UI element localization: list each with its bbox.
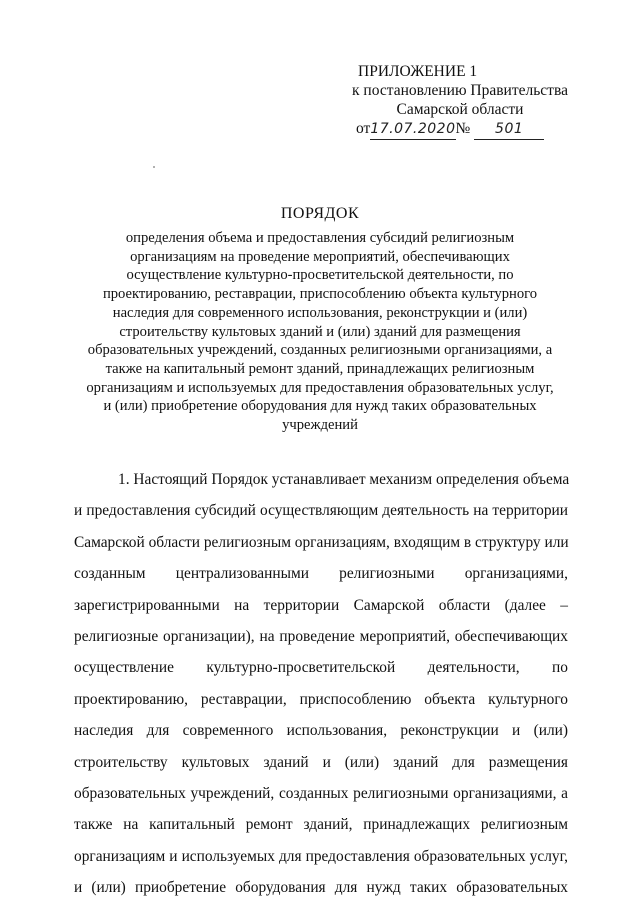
number-prefix: № xyxy=(455,120,471,137)
title-line: образовательных учреждений, созданных религиозными организациями, а xyxy=(87,342,553,359)
title-line: также на капитальный ремонт зданий, принадлежащих религиозным xyxy=(105,360,535,377)
body-line: созданным централизованными религиозными организациями, xyxy=(74,565,568,583)
scan-speck xyxy=(153,166,155,168)
body-line: проектированию, реставрации, приспособлению объекта культурного xyxy=(74,690,568,708)
title-line: учреждений xyxy=(282,417,358,434)
body-line: наследия для современного использования, реконструкции и (или) xyxy=(74,722,568,740)
title-line: определения объема и предоставления субсидий религиозным xyxy=(125,230,515,246)
document-title xyxy=(70,205,570,435)
handwritten-date: 17.07.2020 xyxy=(370,120,455,140)
appendix-label: ПРИЛОЖЕНИЕ 1 xyxy=(358,63,478,80)
title-line: осуществление культурно-просветительской деятельности, по xyxy=(126,267,514,284)
date-number-row xyxy=(330,119,590,140)
title-line: и (или) приобретение оборудования для нужд таких образовательных xyxy=(103,398,537,415)
body-line: образовательных учреждений, созданных религиозными организациями, а xyxy=(74,784,568,802)
body-line: 1. Настоящий Порядок устанавливает механизм определения объема xyxy=(118,471,570,488)
title-heading: ПОРЯДОК xyxy=(280,205,360,222)
title-line: наследия для современного использования, реконструкции и (или) xyxy=(112,304,528,321)
body-line: и (или) приобретение оборудования для нужд таких образовательных xyxy=(74,879,568,897)
body-line: также на капитальный ремонт зданий, принадлежащих религиозным xyxy=(74,816,568,834)
resolution-line: к постановлению Правительства xyxy=(352,82,568,99)
body-line: осуществление культурно-просветительской деятельности, по xyxy=(74,659,568,677)
region-line: Самарской области xyxy=(396,101,524,118)
body-paragraph xyxy=(74,464,568,903)
appendix-header xyxy=(330,62,590,140)
body-line: и предоставления субсидий осуществляющим деятельность на территории xyxy=(74,502,568,520)
body-line: строительству культовых зданий и (или) зданий для размещения xyxy=(74,753,568,771)
title-line: организациям и используемых для предоставления образовательных услуг, xyxy=(86,379,554,396)
date-prefix: от xyxy=(356,120,371,137)
body-line: религиозные организации), на проведение мероприятий, обеспечивающих xyxy=(74,627,568,645)
title-line: проектированию, реставрации, приспособлению объекта культурного xyxy=(102,286,538,303)
title-subtitle xyxy=(70,229,570,435)
handwritten-number: 501 xyxy=(474,120,544,140)
body-line: Самарской области религиозным организациям, входящим в структуру или xyxy=(74,533,569,551)
body-line: организациям и используемых для предоставления образовательных услуг, xyxy=(74,847,568,865)
title-line: строительству культовых зданий и (или) зданий для размещения xyxy=(119,323,521,340)
body-line: зарегистрированными на территории Самарской области (далее – xyxy=(74,596,568,614)
title-line: организациям на проведение мероприятий, обеспечивающих xyxy=(130,248,510,265)
